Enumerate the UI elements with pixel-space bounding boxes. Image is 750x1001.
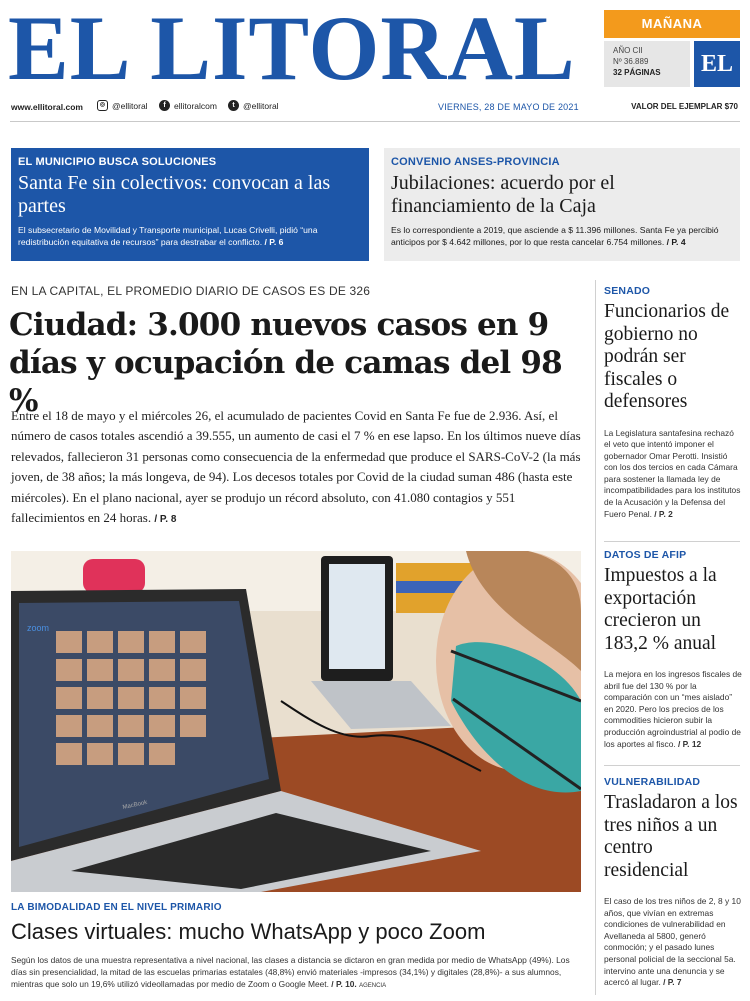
side-kicker: DATOS DE AFIP xyxy=(604,549,687,561)
masthead xyxy=(0,0,750,99)
photo-illustration xyxy=(11,551,581,892)
teaser-headline[interactable]: Santa Fe sin colectivos: convocan a las partes xyxy=(18,172,331,217)
issue-price: VALOR DEL EJEMPLAR $70 xyxy=(631,102,738,111)
divider xyxy=(604,765,740,766)
laptop-brand: MacBook xyxy=(122,799,148,811)
edition-label: MAÑANA xyxy=(604,10,740,38)
teaser-jubilaciones[interactable] xyxy=(384,148,740,261)
main-body: Entre el 18 de mayo y el miércoles 26, el acumulado de pacientes Covid en Santa Fe fue de 2.936. Así, el número de casos totales ascendió a 39.555, un aumento de casi el 7 % en ese lapso. En los últimos nueve días relevados, fallecieron 31 personas como consecuencia de la enfermedad que produce el SARS-CoV-2 (la más joven, de 38 años; la más longeva, de 94). Los decesos totales por Covid de la ciudad suman 486 (hasta este miércoles). En el plano nacional, ayer se produjo un récord absoluto, con 41.080 contagios y 551 fallecimientos en 24 horas. / P. 8 xyxy=(11,408,581,526)
edition-info xyxy=(604,41,690,87)
page-reference: / P. 7 xyxy=(663,977,682,988)
twitter-handle: @ellitoral xyxy=(243,100,279,111)
edition-box xyxy=(604,10,740,88)
page-reference: / P. 12 xyxy=(678,738,702,749)
teaser-kicker: CONVENIO ANSES-PROVINCIA xyxy=(391,156,560,168)
facebook-link[interactable] xyxy=(159,100,217,111)
instagram-icon: ◎ xyxy=(97,100,108,111)
twitter-icon: t xyxy=(228,100,239,111)
side-story-afip[interactable] xyxy=(604,549,742,750)
side-kicker: VULNERABILIDAD xyxy=(604,776,701,788)
side-headline[interactable]: Funcionarios de gobierno no podrán ser fiscales o defensores xyxy=(604,301,730,412)
page-reference: / P. 8 xyxy=(154,514,177,526)
info-bar xyxy=(0,98,750,118)
instagram-handle: @ellitoral xyxy=(112,100,148,111)
website-link[interactable]: www.ellitoral.com xyxy=(11,102,83,112)
divider xyxy=(604,541,740,542)
photo-body: Según los datos de una muestra representativa a nivel nacional, las clases a distancia se dictaron en gran medida por medio de WhatsApp (49%). Los días sin presencialidad, la mitad de las escuelas primarias estatales (48,8%) envió materiales -impresos (34,1%) y digitales (28,8%)- a sus alumnos, mientras que solo un 19,6% utilizó videollamadas por medio de Zoom o Google Meet. / P. 10. AGENCIA xyxy=(11,955,570,989)
teaser-headline[interactable]: Jubilaciones: acuerdo por el financiamiento de la Caja xyxy=(391,172,615,217)
side-story-vulnerabilidad[interactable] xyxy=(604,776,742,989)
agency-credit: AGENCIA xyxy=(359,983,387,989)
edition-year: AÑO CII xyxy=(613,46,643,55)
side-summary: La mejora en los ingresos fiscales de abril fue del 130 % por la comparación con un “mes aislado” en 2020. Pero los precios de los commodities hicieron subir la producción agroindustrial al podio de los aportes al fisco. / P. 12 xyxy=(604,669,742,749)
teaser-colectivos[interactable] xyxy=(11,148,369,261)
side-summary: El caso de los tres niños de 2, 8 y 10 años, que vivían en extremas condiciones de vulnerabilidad en Avellaneda al 5800, generó conmoción; y el pasado lunes personal policial de la seccional 5a. intervino ante una denuncia y se acercó al lugar. / P. 7 xyxy=(604,896,741,988)
main-headline[interactable]: Ciudad: 3.000 nuevos casos en 9 días y ocupación de camas del 98 % xyxy=(9,307,562,419)
main-photo[interactable] xyxy=(11,551,581,892)
edition-number: Nº 36.889 xyxy=(613,57,649,66)
el-logo-badge: EL xyxy=(694,41,740,87)
photo-headline[interactable]: Clases virtuales: mucho WhatsApp y poco Zoom xyxy=(11,919,486,944)
column-divider xyxy=(595,280,596,995)
page-reference: / P. 10. xyxy=(331,979,357,989)
side-headline[interactable]: Trasladaron a los tres niños a un centro residencial xyxy=(604,792,738,881)
photo-kicker: LA BIMODALIDAD EN EL NIVEL PRIMARIO xyxy=(11,902,222,913)
teaser-summary: Es lo correspondiente a 2019, que asciende a $ 11.396 millones. Santa Fe ya percibió anticipos por $ 4.642 millones, por lo que resta cancelar 6.754 millones. / P. 4 xyxy=(391,225,719,247)
instagram-link[interactable] xyxy=(97,100,148,111)
edition-pages: 32 PÁGINAS xyxy=(613,68,661,77)
page-reference: / P. 6 xyxy=(264,237,284,247)
facebook-handle: ellitoralcom xyxy=(174,100,217,111)
side-kicker: SENADO xyxy=(604,285,651,297)
side-headline[interactable]: Impuestos a la exportación crecieron un 183,2 % anual xyxy=(604,565,717,654)
teaser-kicker: EL MUNICIPIO BUSCA SOLUCIONES xyxy=(18,156,217,168)
main-kicker: EN LA CAPITAL, EL PROMEDIO DIARIO DE CASOS ES DE 326 xyxy=(11,284,371,298)
page-reference: / P. 2 xyxy=(654,508,673,519)
twitter-link[interactable] xyxy=(228,100,279,111)
side-summary: La Legislatura santafesina rechazó el veto que intentó imponer el gobernador Omar Perotti. Insistió con los dos tercios en cada Cámara para sostener la llamada ley de incompatibilidades para los institutos de la Acusación y la Defensa del Fuero Penal. / P. 2 xyxy=(604,427,741,519)
side-story-senado[interactable] xyxy=(604,285,742,520)
issue-date: VIERNES, 28 DE MAYO DE 2021 xyxy=(438,102,579,112)
newspaper-logo[interactable]: EL LITORAL xyxy=(8,0,576,99)
divider xyxy=(10,121,740,122)
teaser-summary: El subsecretario de Movilidad y Transporte municipal, Lucas Crivelli, pidió “una redistribución equitativa de recursos” para destrabar el conflicto. / P. 6 xyxy=(18,225,318,247)
page-reference: / P. 4 xyxy=(666,237,686,247)
screen-label: zoom xyxy=(27,623,50,633)
facebook-icon: f xyxy=(159,100,170,111)
